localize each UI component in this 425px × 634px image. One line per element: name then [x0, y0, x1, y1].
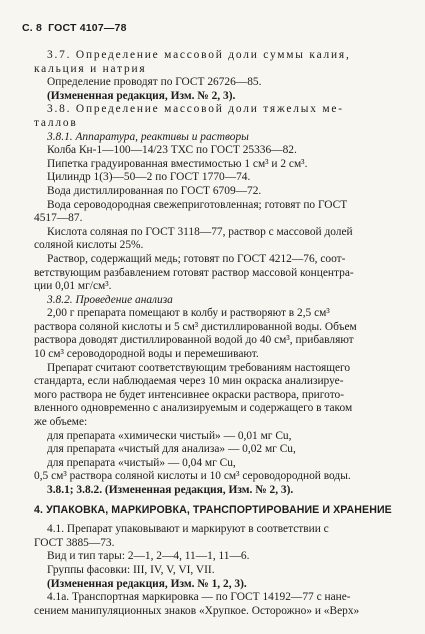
- section-3-8-heading-cont: таллов: [34, 116, 78, 129]
- text-line: ГОСТ 3885—73.: [34, 536, 115, 549]
- text-line: раствора доводят дистиллированной водой до 40 cм³, прибавляют: [34, 334, 354, 347]
- section-3-8-heading: 3.8. Определение массовой доли тяжелых ме-: [47, 103, 344, 116]
- text-line: 4.1. Препарат упаковывают и маркируют в соответствии с: [47, 523, 329, 536]
- subsection-3-8-2-heading: 3.8.2. Проведение анализа: [47, 293, 173, 306]
- list-item: для препарата «химически чистый» — 0,01 мг Cu,: [47, 429, 292, 442]
- text-line: 0,5 cм³ раствора соляной кислоты и 10 cм³ сероводородной воды.: [34, 470, 351, 483]
- text-line: Препарат считают соответствующим требованиям настоящего: [47, 361, 351, 374]
- section-3-7-heading: 3.7. Определение массовой доли суммы калия,: [47, 49, 351, 61]
- text-line: Кислота соляная по ГОСТ 3118—77, раствор с массовой долей: [47, 225, 353, 238]
- text-line: Пипетка градуированная вместимостью 1 cм³ и 2 cм³.: [47, 157, 308, 170]
- amendment-note: (Измененная редакция, Изм. № 2, 3).: [47, 89, 236, 102]
- document-body: [34, 49, 399, 618]
- page-header: [22, 22, 127, 34]
- amendment-note: (Измененная редакция, Изм. № 1, 2, 3).: [47, 577, 247, 590]
- list-item: для препарата «чистый» — 0,04 мг Cu,: [47, 456, 236, 469]
- text-line: Цилиндр 1(3)—50—2 по ГОСТ 1770—74.: [47, 171, 251, 184]
- text-line: Колба Кн-1—100—14/23 ТХС по ГОСТ 25336—82.: [47, 144, 297, 157]
- text-line: сением манипуляционных знаков «Хрупкое. Осторожно» и «Верх»: [34, 604, 360, 617]
- text-line: 10 cм³ сероводородной воды и перемешивают.: [34, 348, 259, 361]
- text-line: 4.1а. Транспортная маркировка — по ГОСТ 14192—77 с нане-: [47, 591, 351, 604]
- text-line: Вид и тип тары: 2—1, 2—4, 11—1, 11—6.: [47, 550, 250, 563]
- text-line: раствора соляной кислоты и 5 cм³ дистиллированной воды. Объем: [34, 320, 357, 333]
- section-3-7-heading-cont: кальция и натрия: [34, 62, 147, 75]
- text-line: соляной кислоты 25%.: [34, 239, 144, 252]
- list-item: для препарата «чистый для анализа» — 0,02 мг Cu,: [47, 443, 296, 456]
- text-line: же объеме:: [34, 416, 88, 429]
- text-line: ции 0,01 мг/cм³.: [34, 280, 112, 293]
- page-number: С. 8: [22, 22, 43, 34]
- standard-code: ГОСТ 4107—78: [48, 22, 127, 34]
- text-line: мого раствора не будет интенсивнее окраски раствора, пригото-: [34, 388, 345, 401]
- amendment-note: 3.8.1; 3.8.2. (Измененная редакция, Изм. № 2, 3).: [47, 484, 294, 496]
- text-line: Определение проводят по ГОСТ 26726—85.: [47, 76, 262, 89]
- text-line: 4517—87.: [34, 212, 83, 225]
- text-line: Раствор, содержащий медь; готовят по ГОСТ 4212—76, соот-: [47, 252, 346, 265]
- text-line: 2,00 г препарата помещают в колбу и растворяют в 2,5 cм³: [47, 307, 330, 320]
- text-line: Вода дистиллированная по ГОСТ 6709—72.: [47, 184, 262, 197]
- text-line: стандарта, если наблюдаемая через 10 мин окраска анализируе-: [34, 375, 344, 388]
- text-line: вленного одновременно с анализируемым и содержащего в таком: [34, 402, 353, 415]
- section-4-heading: 4. УПАКОВКА, МАРКИРОВКА, ТРАНСПОРТИРОВАНИЕ И ХРАНЕНИЕ: [34, 503, 392, 516]
- text-line: Группы фасовки: III, IV, V, VI, VII.: [47, 563, 215, 576]
- text-line: Вода сероводородная свежеприготовленная; готовят по ГОСТ: [47, 198, 348, 211]
- subsection-3-8-1-heading: 3.8.1. Аппаратура, реактивы и растворы: [47, 130, 249, 143]
- text-line: ветствующим разбавлением готовят раствор массовой концентра-: [34, 266, 354, 279]
